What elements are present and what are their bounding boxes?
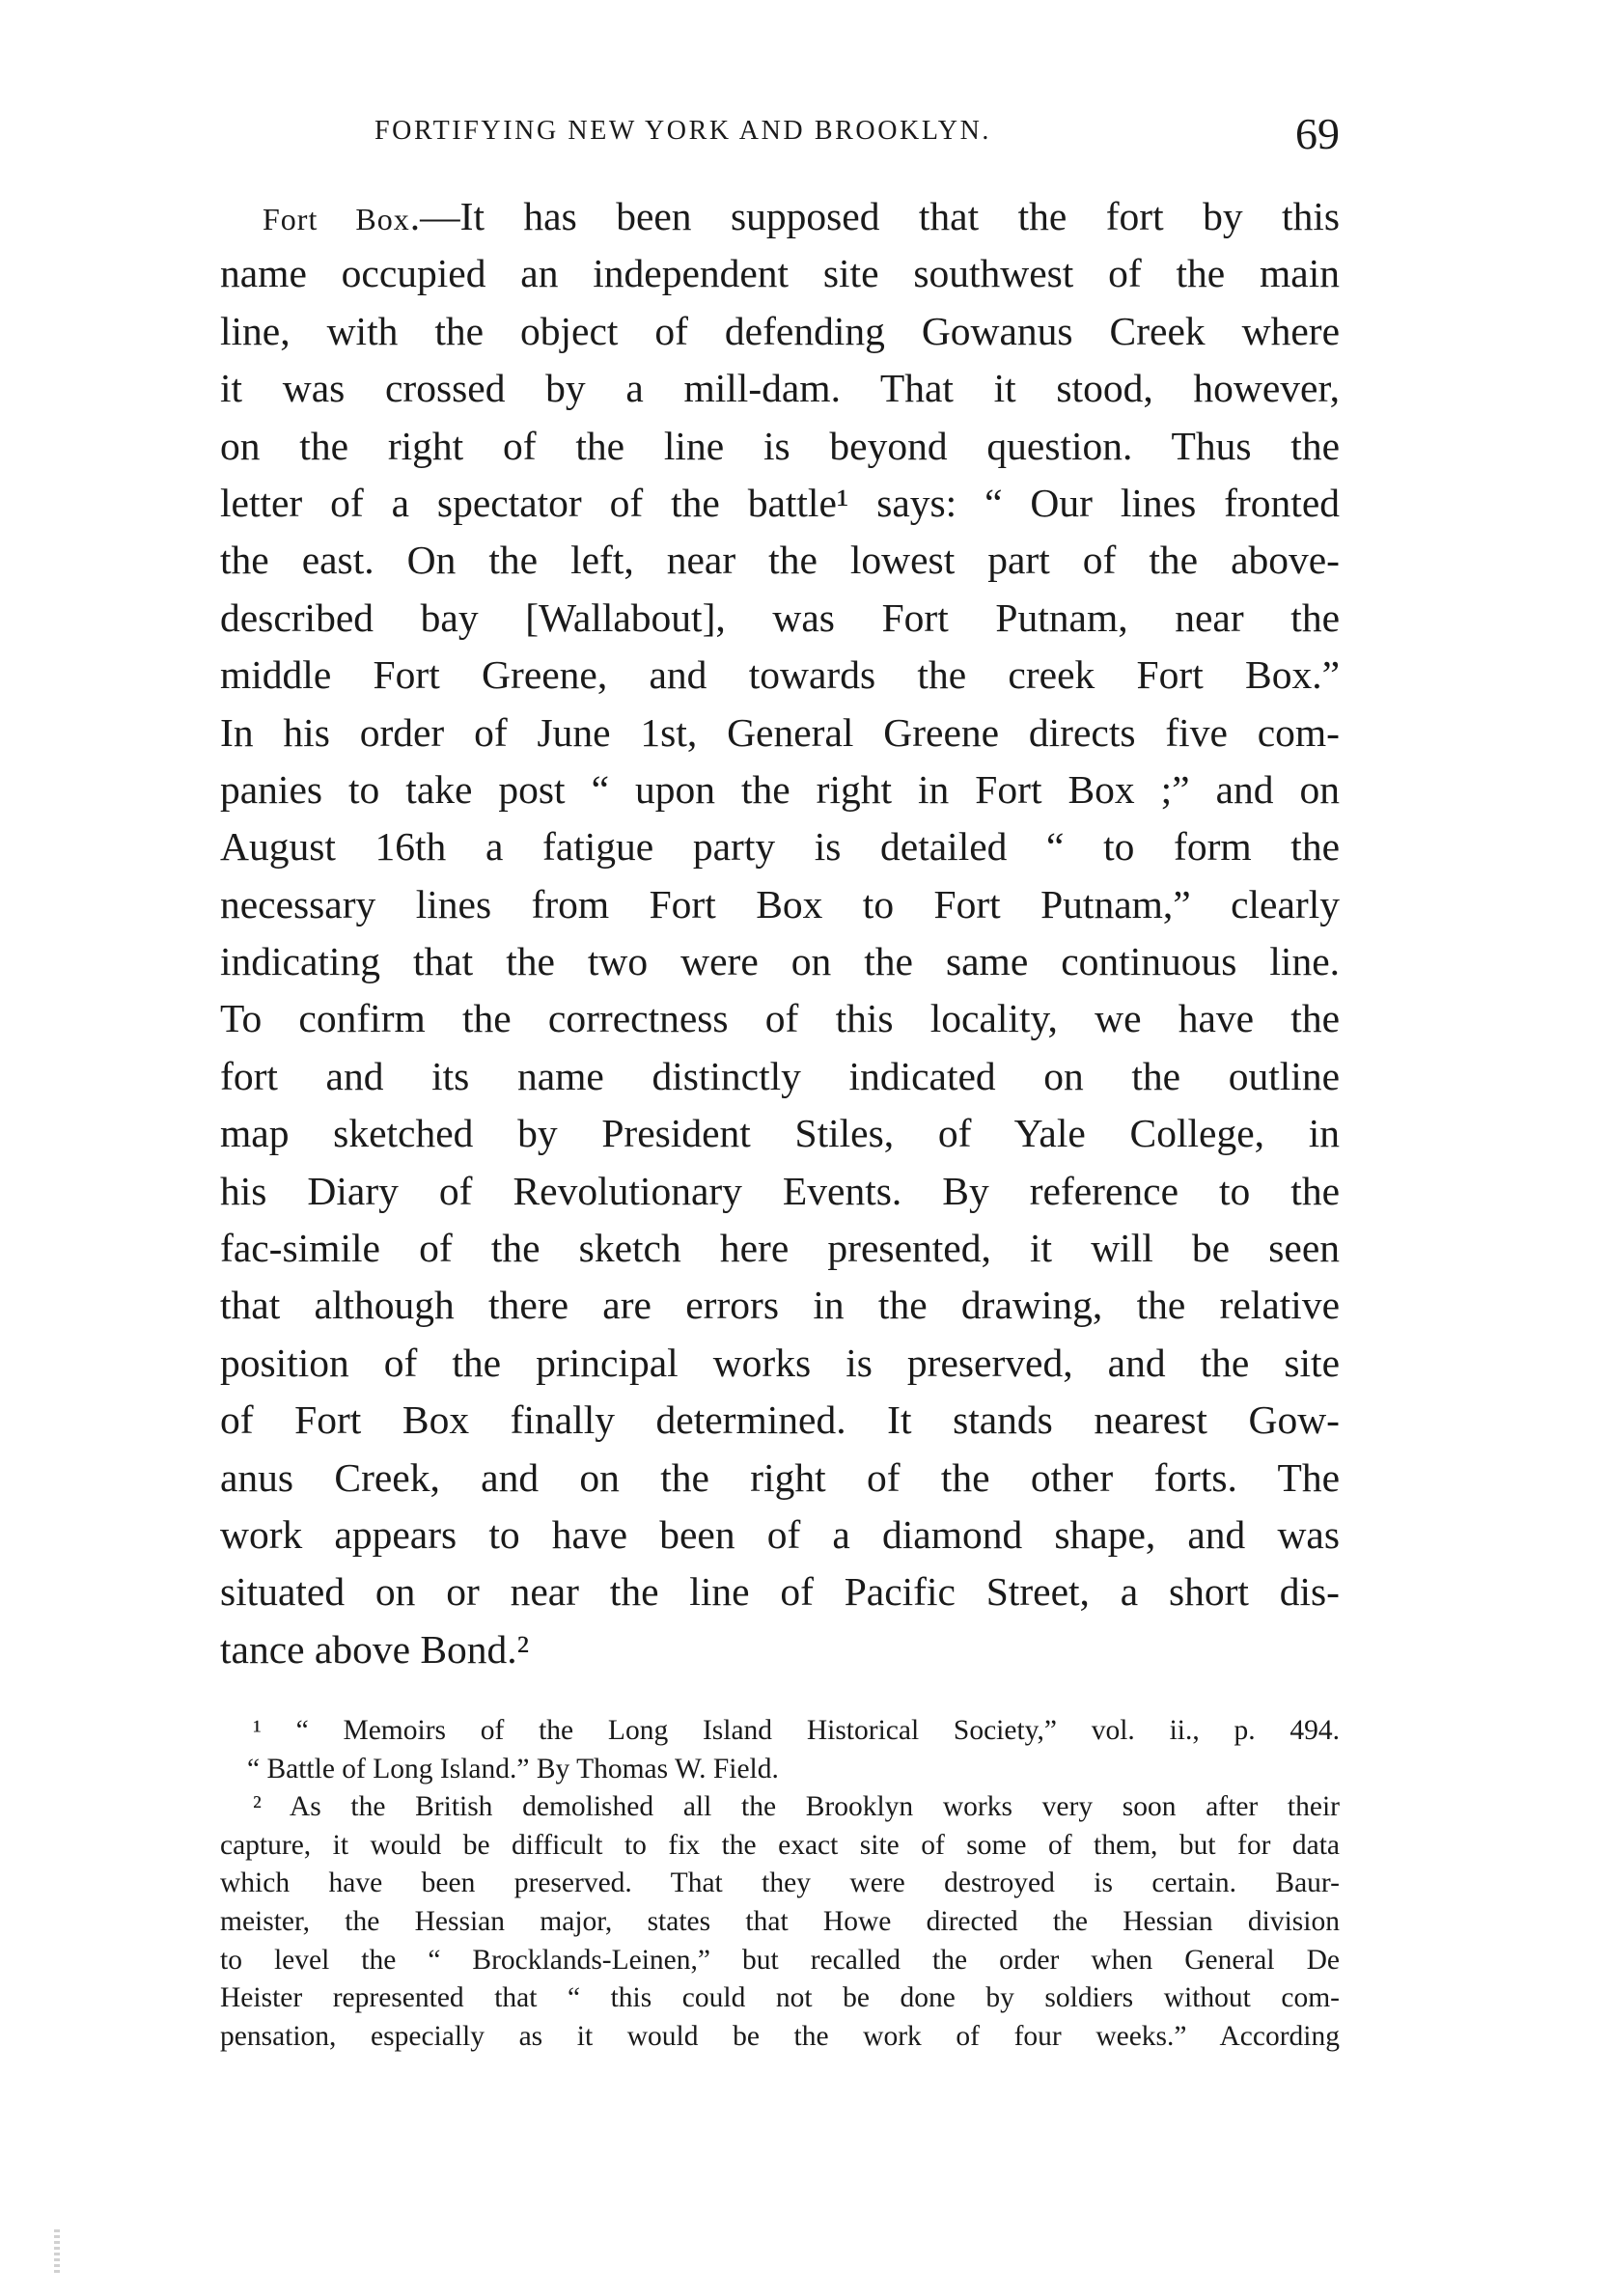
body-line: anus Creek, and on the right of the other forts. The [220, 1454, 1340, 1500]
running-header [220, 108, 1340, 166]
body-line: To confirm the correctness of this locality, we have the [220, 996, 1340, 1041]
body-line: position of the principal works is preserved, and the site [220, 1340, 1340, 1385]
body-line: tance above Bond.² [220, 1626, 530, 1672]
body-line: map sketched by President Stiles, of Yale College, in [220, 1111, 1340, 1156]
body-line-text: .—It has been supposed that the fort by this [409, 194, 1340, 238]
body-line [220, 188, 1340, 245]
footnote-line: Heister represented that “ this could not be done by soldiers without com- [220, 1982, 1340, 2014]
body-line: fac-simile of the sketch here presented, it will be seen [220, 1226, 1340, 1271]
body-line: it was crossed by a mill-dam. That it stood, however, [220, 366, 1340, 411]
body-line: of Fort Box finally determined. It stands nearest Gow- [220, 1397, 1340, 1443]
body-line: fort and its name distinctly indicated on the outline [220, 1053, 1340, 1098]
footnote-line: which have been preserved. That they were destroyed is certain. Baur- [220, 1867, 1340, 1899]
body-line: August 16th a fatigue party is detailed “ to form the [220, 824, 1340, 870]
footnote-line: to level the “ Brocklands-Leinen,” but recalled the order when General De [220, 1944, 1340, 1976]
footnotes [220, 1712, 1340, 2056]
footnote-line: meister, the Hessian major, states that Howe directed the Hessian division [220, 1905, 1340, 1937]
footnote-line: pensation, especially as it would be the work of four weeks.” According [220, 2020, 1340, 2052]
body-line: middle Fort Greene, and towards the creek Fort Box.” [220, 652, 1340, 698]
body-line: panies to take post “ upon the right in Fort Box ;” and on [220, 766, 1340, 812]
body-line: line, with the object of defending Gowanus Creek where [220, 308, 1340, 353]
body-text [220, 188, 1340, 1678]
body-line: name occupied an independent site southwest of the main [220, 251, 1340, 296]
scan-margin-mark [54, 2229, 60, 2276]
body-line: letter of a spectator of the battle¹ says: “ Our lines fronted [220, 480, 1340, 525]
body-line: on the right of the line is beyond question. Thus the [220, 423, 1340, 468]
body-line: that although there are errors in the drawing, the relative [220, 1283, 1340, 1328]
footnote-line: “ Battle of Long Island.” By Thomas W. Field. [247, 1753, 779, 1784]
running-title: FORTIFYING NEW YORK AND BROOKLYN. [374, 116, 991, 146]
body-line: necessary lines from Fort Box to Fort Putnam,” clearly [220, 881, 1340, 927]
body-line: indicating that the two were on the same continuous line. [220, 939, 1340, 984]
footnote-line: ² As the British demolished all the Brooklyn works very soon after their [253, 1791, 1340, 1823]
body-line: situated on or near the line of Pacific Street, a short dis- [220, 1569, 1340, 1615]
body-line: described bay [Wallabout], was Fort Putnam, near the [220, 595, 1340, 640]
body-line: the east. On the left, near the lowest part of the above- [220, 538, 1340, 583]
footnote-line: ¹ “ Memoirs of the Long Island Historical Society,” vol. ii., p. 494. [253, 1715, 1340, 1746]
body-line: his Diary of Revolutionary Events. By reference to the [220, 1168, 1340, 1213]
body-line: In his order of June 1st, General Greene directs five com- [220, 709, 1340, 755]
footnote-line: capture, it would be difficult to fix the exact site of some of them, but for data [220, 1829, 1340, 1861]
section-lead: Fort Box [263, 202, 410, 236]
page-number: 69 [1295, 109, 1340, 158]
body-line: work appears to have been of a diamond shape, and was [220, 1511, 1340, 1557]
